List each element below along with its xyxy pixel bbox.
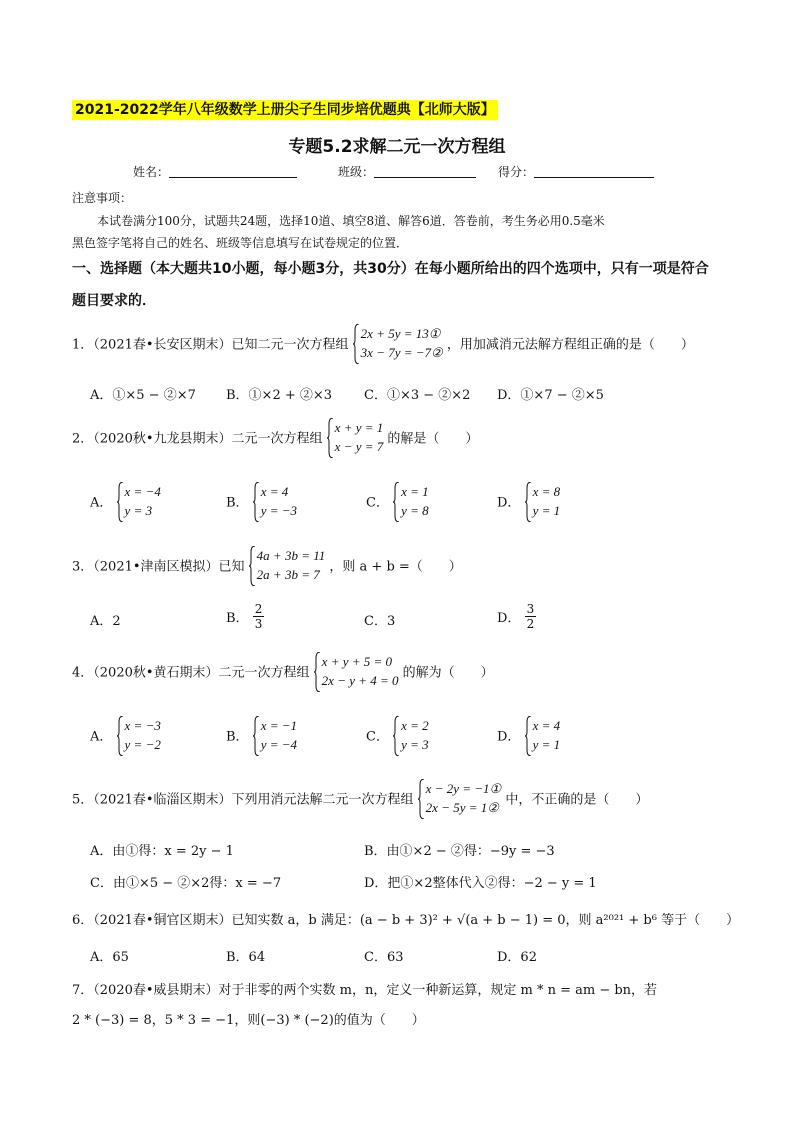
- question-1-eq-2: 3x − 7y = −7②: [360, 345, 443, 360]
- option-system: [393, 716, 429, 754]
- brace-icon: [117, 716, 123, 756]
- numerator: 2: [254, 602, 263, 616]
- question-4: [72, 652, 494, 690]
- option-label: B．: [226, 611, 249, 626]
- class-field[interactable]: [338, 163, 476, 180]
- option-label: B．: [226, 729, 249, 745]
- question-3-system: [249, 546, 326, 584]
- question-1-option-c[interactable]: C．①×3 − ②×2: [364, 388, 471, 403]
- question-6-option-b[interactable]: B．64: [226, 950, 266, 965]
- question-4-option-d[interactable]: [497, 716, 560, 754]
- numerator: 3: [526, 602, 535, 616]
- brace-icon: [253, 482, 259, 522]
- option-system: [525, 716, 561, 754]
- option-label: D．: [497, 611, 521, 626]
- option-label: A．: [90, 495, 113, 511]
- notice-heading: 注意事项：: [72, 191, 133, 205]
- denominator: 3: [254, 617, 263, 631]
- question-3-option-d[interactable]: [497, 602, 536, 631]
- page-title: 专题5.2求解二元一次方程组: [288, 137, 506, 157]
- question-4-eq-1: x + y + 5 = 0: [321, 654, 393, 669]
- question-5-tail: 中，不正确的是（ ）: [505, 792, 649, 808]
- brace-icon: [525, 716, 531, 756]
- option-eq-2: y = 1: [532, 503, 561, 518]
- question-1-option-d[interactable]: D．①×7 − ②×5: [497, 388, 604, 403]
- brace-icon: [327, 418, 333, 458]
- brace-icon: [393, 482, 399, 522]
- score-field[interactable]: [498, 163, 654, 180]
- class-blank[interactable]: [374, 164, 476, 178]
- option-system: [393, 482, 429, 520]
- question-5-system: [418, 779, 502, 817]
- question-6-option-c[interactable]: C．63: [364, 950, 404, 965]
- question-3-eq-2: 2a + 3b = 7: [256, 567, 320, 582]
- brace-icon: [117, 482, 123, 522]
- option-eq-1: x = −3: [124, 718, 161, 733]
- option-eq-1: x = 1: [401, 484, 429, 499]
- question-2-option-d[interactable]: [497, 482, 560, 520]
- option-eq-2: y = −2: [124, 737, 161, 752]
- question-1: [72, 324, 694, 362]
- question-3: [72, 546, 462, 584]
- question-4-stem: 4．（2020秋•黄石期末）二元一次方程组: [72, 665, 310, 681]
- option-label: A．: [90, 729, 113, 745]
- question-2: [72, 418, 478, 456]
- question-5-option-c[interactable]: C．由①×5 − ②×2得：x = −7: [90, 876, 282, 891]
- brace-icon: [393, 716, 399, 756]
- brace-icon: [525, 482, 531, 522]
- option-system: [253, 482, 297, 520]
- question-5-option-b[interactable]: B．由①×2 − ②得：−9y = −3: [364, 844, 555, 859]
- option-eq-1: x = 8: [532, 484, 561, 499]
- option-eq-1: x = 2: [401, 718, 429, 733]
- question-5-eq-2: 2x − 5y = 1②: [425, 800, 499, 815]
- question-2-option-b[interactable]: [226, 482, 297, 520]
- option-eq-1: x = 4: [532, 718, 561, 733]
- question-4-system: [314, 652, 399, 690]
- brace-icon: [253, 716, 259, 756]
- question-2-eq-1: x + y = 1: [334, 420, 384, 435]
- question-2-option-a[interactable]: [90, 482, 161, 520]
- section-heading-line-1: 一、选择题（本大题共10小题，每小题3分，共30分）在每小题所给出的四个选项中，只有一项是符合: [72, 261, 709, 277]
- question-7-line-1: 7．（2020春•威县期末）对于非零的两个实数 m，n，定义一种新运算，规定 m * n = am − bn，若: [72, 983, 658, 998]
- option-label: D．: [497, 729, 521, 745]
- notice-line-2: 黑色签字笔将自己的姓名、班级等信息填写在试卷规定的位置．: [72, 236, 409, 250]
- notice-line-1: 本试卷满分100分，试题共24题，选择10道、填空8道、解答6道．答卷前，考生务必用0.5毫米: [97, 214, 605, 228]
- class-label: 班级：: [338, 165, 375, 179]
- fraction: [525, 602, 537, 631]
- question-3-eq-1: 4a + 3b = 11: [256, 548, 326, 563]
- brace-icon: [353, 324, 359, 364]
- option-eq-1: x = 4: [260, 484, 289, 499]
- question-1-stem: 1．（2021春•长安区期末）已知二元一次方程组: [72, 337, 349, 353]
- question-1-system: [353, 324, 443, 362]
- denominator: 2: [526, 617, 535, 631]
- option-eq-2: y = −3: [260, 503, 298, 518]
- option-label: C．: [366, 729, 389, 745]
- question-6: 6．（2021春•铜官区期末）已知实数 a，b 满足：(a − b + 3)² + √(a + b − 1) = 0，则 a²⁰²¹ + b⁶ 等于（ ）: [72, 913, 740, 928]
- question-2-option-c[interactable]: [366, 482, 429, 520]
- question-5-stem: 5．（2021春•临淄区期末）下列用消元法解二元一次方程组: [72, 792, 414, 808]
- option-system: [117, 716, 161, 754]
- option-eq-1: x = −1: [260, 718, 298, 733]
- score-blank[interactable]: [534, 164, 654, 178]
- question-3-tail: ，则 a + b =（ ）: [329, 559, 462, 575]
- brace-icon: [249, 546, 255, 586]
- question-2-eq-2: x − y = 7: [334, 439, 384, 454]
- option-label: D．: [497, 495, 521, 511]
- question-1-tail: ，用加减消元法解方程组正确的是（ ）: [446, 337, 694, 353]
- name-blank[interactable]: [169, 164, 297, 178]
- option-eq-2: y = 1: [532, 737, 561, 752]
- brace-icon: [314, 652, 320, 692]
- name-label: 姓名：: [133, 165, 170, 179]
- header-banner: 2021-2022学年八年级数学上册尖子生同步培优题典【北师大版】: [72, 100, 498, 120]
- question-5: [72, 779, 648, 817]
- question-7-line-2: 2 * (−3) = 8，5 * 3 = −1，则(−3) * (−2)的值为（ ）: [72, 1013, 425, 1028]
- question-4-tail: 的解为（ ）: [402, 665, 494, 681]
- question-4-option-c[interactable]: [366, 716, 429, 754]
- question-6-option-a[interactable]: A．65: [90, 950, 129, 965]
- option-eq-2: y = −4: [260, 737, 298, 752]
- option-system: [525, 482, 561, 520]
- score-label: 得分：: [498, 165, 535, 179]
- fraction: [253, 602, 265, 631]
- question-4-option-a[interactable]: [90, 716, 161, 754]
- question-4-eq-2: 2x − y + 4 = 0: [321, 673, 399, 688]
- option-label: C．: [366, 495, 389, 511]
- question-2-stem: 2．（2020秋•九龙县期末）二元一次方程组: [72, 431, 323, 447]
- option-system: [117, 482, 161, 520]
- question-3-stem: 3．（2021•津南区模拟）已知: [72, 559, 245, 575]
- question-1-option-a[interactable]: A．①×5 − ②×7: [90, 388, 196, 403]
- section-heading-line-2: 题目要求的．: [72, 293, 156, 309]
- question-1-option-b[interactable]: B．①×2 + ②×3: [226, 388, 333, 403]
- option-eq-2: y = 3: [401, 737, 429, 752]
- question-2-tail: 的解是（ ）: [387, 431, 479, 447]
- question-3-option-b[interactable]: [226, 602, 264, 631]
- option-system: [253, 716, 297, 754]
- question-4-option-b[interactable]: [226, 716, 297, 754]
- brace-icon: [418, 779, 424, 819]
- option-eq-1: x = −4: [124, 484, 161, 499]
- question-5-eq-1: x − 2y = −1①: [425, 781, 502, 796]
- question-2-system: [327, 418, 384, 456]
- question-6-option-d[interactable]: D．62: [497, 950, 537, 965]
- option-eq-2: y = 3: [124, 503, 153, 518]
- question-3-option-c[interactable]: C．3: [364, 614, 396, 629]
- name-field[interactable]: [133, 163, 297, 180]
- question-1-eq-1: 2x + 5y = 13①: [360, 326, 441, 341]
- option-label: B．: [226, 495, 249, 511]
- option-eq-2: y = 8: [401, 503, 429, 518]
- question-3-option-a[interactable]: A．2: [90, 614, 121, 629]
- question-5-option-d[interactable]: D．把①×2整体代入②得：−2 − y = 1: [364, 876, 597, 891]
- question-5-option-a[interactable]: A．由①得：x = 2y − 1: [90, 844, 234, 859]
